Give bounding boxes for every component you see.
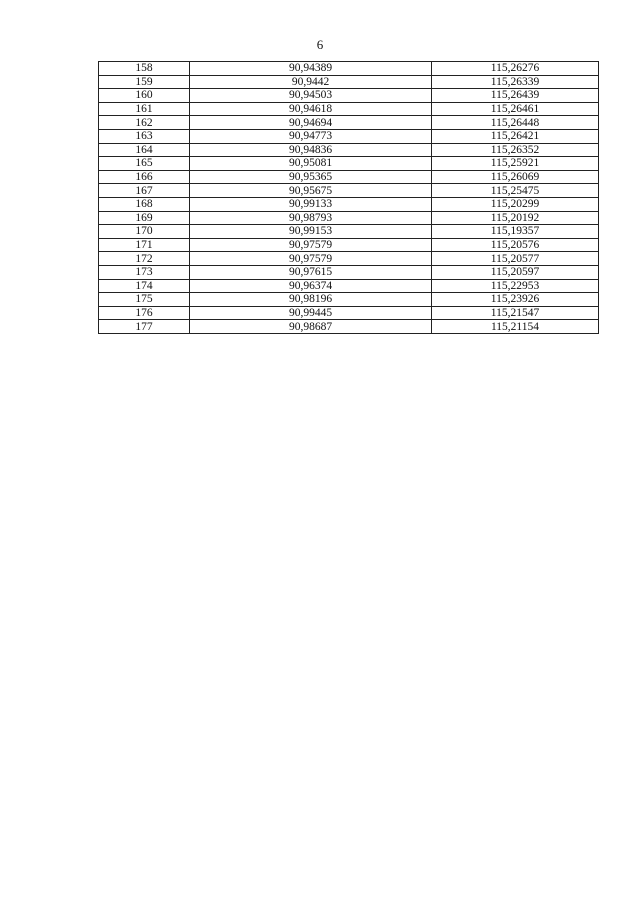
table-row: [99, 320, 599, 334]
x-coordinate-cell: 90,98687: [190, 320, 432, 334]
y-coordinate-cell: 115,25475: [432, 184, 599, 198]
x-coordinate-cell: 90,95675: [190, 184, 432, 198]
table-row: [99, 143, 599, 157]
x-coordinate-cell: 90,94773: [190, 129, 432, 143]
x-coordinate-cell: 90,94836: [190, 143, 432, 157]
point-number-cell: 165: [99, 157, 190, 171]
y-coordinate-cell: 115,26439: [432, 89, 599, 103]
x-coordinate-cell: 90,9442: [190, 75, 432, 89]
y-coordinate-cell: 115,26421: [432, 129, 599, 143]
point-number-cell: 168: [99, 197, 190, 211]
y-coordinate-cell: 115,23926: [432, 293, 599, 307]
table-row: [99, 102, 599, 116]
table-row: [99, 184, 599, 198]
point-number-cell: 169: [99, 211, 190, 225]
page-number: 6: [316, 37, 324, 52]
table-row: [99, 265, 599, 279]
table-row: [99, 197, 599, 211]
point-number-cell: 164: [99, 143, 190, 157]
y-coordinate-cell: 115,20577: [432, 252, 599, 266]
point-number-cell: 162: [99, 116, 190, 130]
y-coordinate-cell: 115,20299: [432, 197, 599, 211]
y-coordinate-cell: 115,26461: [432, 102, 599, 116]
table-row: [99, 279, 599, 293]
table-row: [99, 129, 599, 143]
point-number-cell: 161: [99, 102, 190, 116]
y-coordinate-cell: 115,26069: [432, 170, 599, 184]
point-number-cell: 173: [99, 265, 190, 279]
point-number-cell: 174: [99, 279, 190, 293]
coordinates-table: [98, 61, 599, 334]
x-coordinate-cell: 90,97615: [190, 265, 432, 279]
y-coordinate-cell: 115,20576: [432, 238, 599, 252]
x-coordinate-cell: 90,95365: [190, 170, 432, 184]
table-row: [99, 62, 599, 76]
y-coordinate-cell: 115,26276: [432, 62, 599, 76]
table-row: [99, 306, 599, 320]
point-number-cell: 170: [99, 225, 190, 239]
y-coordinate-cell: 115,20192: [432, 211, 599, 225]
y-coordinate-cell: 115,19357: [432, 225, 599, 239]
point-number-cell: 177: [99, 320, 190, 334]
table-row: [99, 225, 599, 239]
x-coordinate-cell: 90,98196: [190, 293, 432, 307]
x-coordinate-cell: 90,99133: [190, 197, 432, 211]
x-coordinate-cell: 90,94694: [190, 116, 432, 130]
table-row: [99, 75, 599, 89]
x-coordinate-cell: 90,94618: [190, 102, 432, 116]
point-number-cell: 160: [99, 89, 190, 103]
x-coordinate-cell: 90,98793: [190, 211, 432, 225]
y-coordinate-cell: 115,26352: [432, 143, 599, 157]
y-coordinate-cell: 115,26339: [432, 75, 599, 89]
table-row: [99, 170, 599, 184]
y-coordinate-cell: 115,20597: [432, 265, 599, 279]
table-row: [99, 238, 599, 252]
x-coordinate-cell: 90,99445: [190, 306, 432, 320]
point-number-cell: 159: [99, 75, 190, 89]
y-coordinate-cell: 115,26448: [432, 116, 599, 130]
x-coordinate-cell: 90,94503: [190, 89, 432, 103]
y-coordinate-cell: 115,21154: [432, 320, 599, 334]
x-coordinate-cell: 90,97579: [190, 238, 432, 252]
point-number-cell: 171: [99, 238, 190, 252]
x-coordinate-cell: 90,99153: [190, 225, 432, 239]
table-row: [99, 211, 599, 225]
point-number-cell: 172: [99, 252, 190, 266]
point-number-cell: 167: [99, 184, 190, 198]
table-row: [99, 157, 599, 171]
point-number-cell: 175: [99, 293, 190, 307]
y-coordinate-cell: 115,21547: [432, 306, 599, 320]
x-coordinate-cell: 90,95081: [190, 157, 432, 171]
point-number-cell: 158: [99, 62, 190, 76]
coordinates-table-body: [99, 62, 599, 334]
table-row: [99, 293, 599, 307]
table-row: [99, 89, 599, 103]
y-coordinate-cell: 115,22953: [432, 279, 599, 293]
x-coordinate-cell: 90,97579: [190, 252, 432, 266]
point-number-cell: 176: [99, 306, 190, 320]
table-row: [99, 252, 599, 266]
x-coordinate-cell: 90,96374: [190, 279, 432, 293]
table-row: [99, 116, 599, 130]
y-coordinate-cell: 115,25921: [432, 157, 599, 171]
point-number-cell: 163: [99, 129, 190, 143]
x-coordinate-cell: 90,94389: [190, 62, 432, 76]
point-number-cell: 166: [99, 170, 190, 184]
